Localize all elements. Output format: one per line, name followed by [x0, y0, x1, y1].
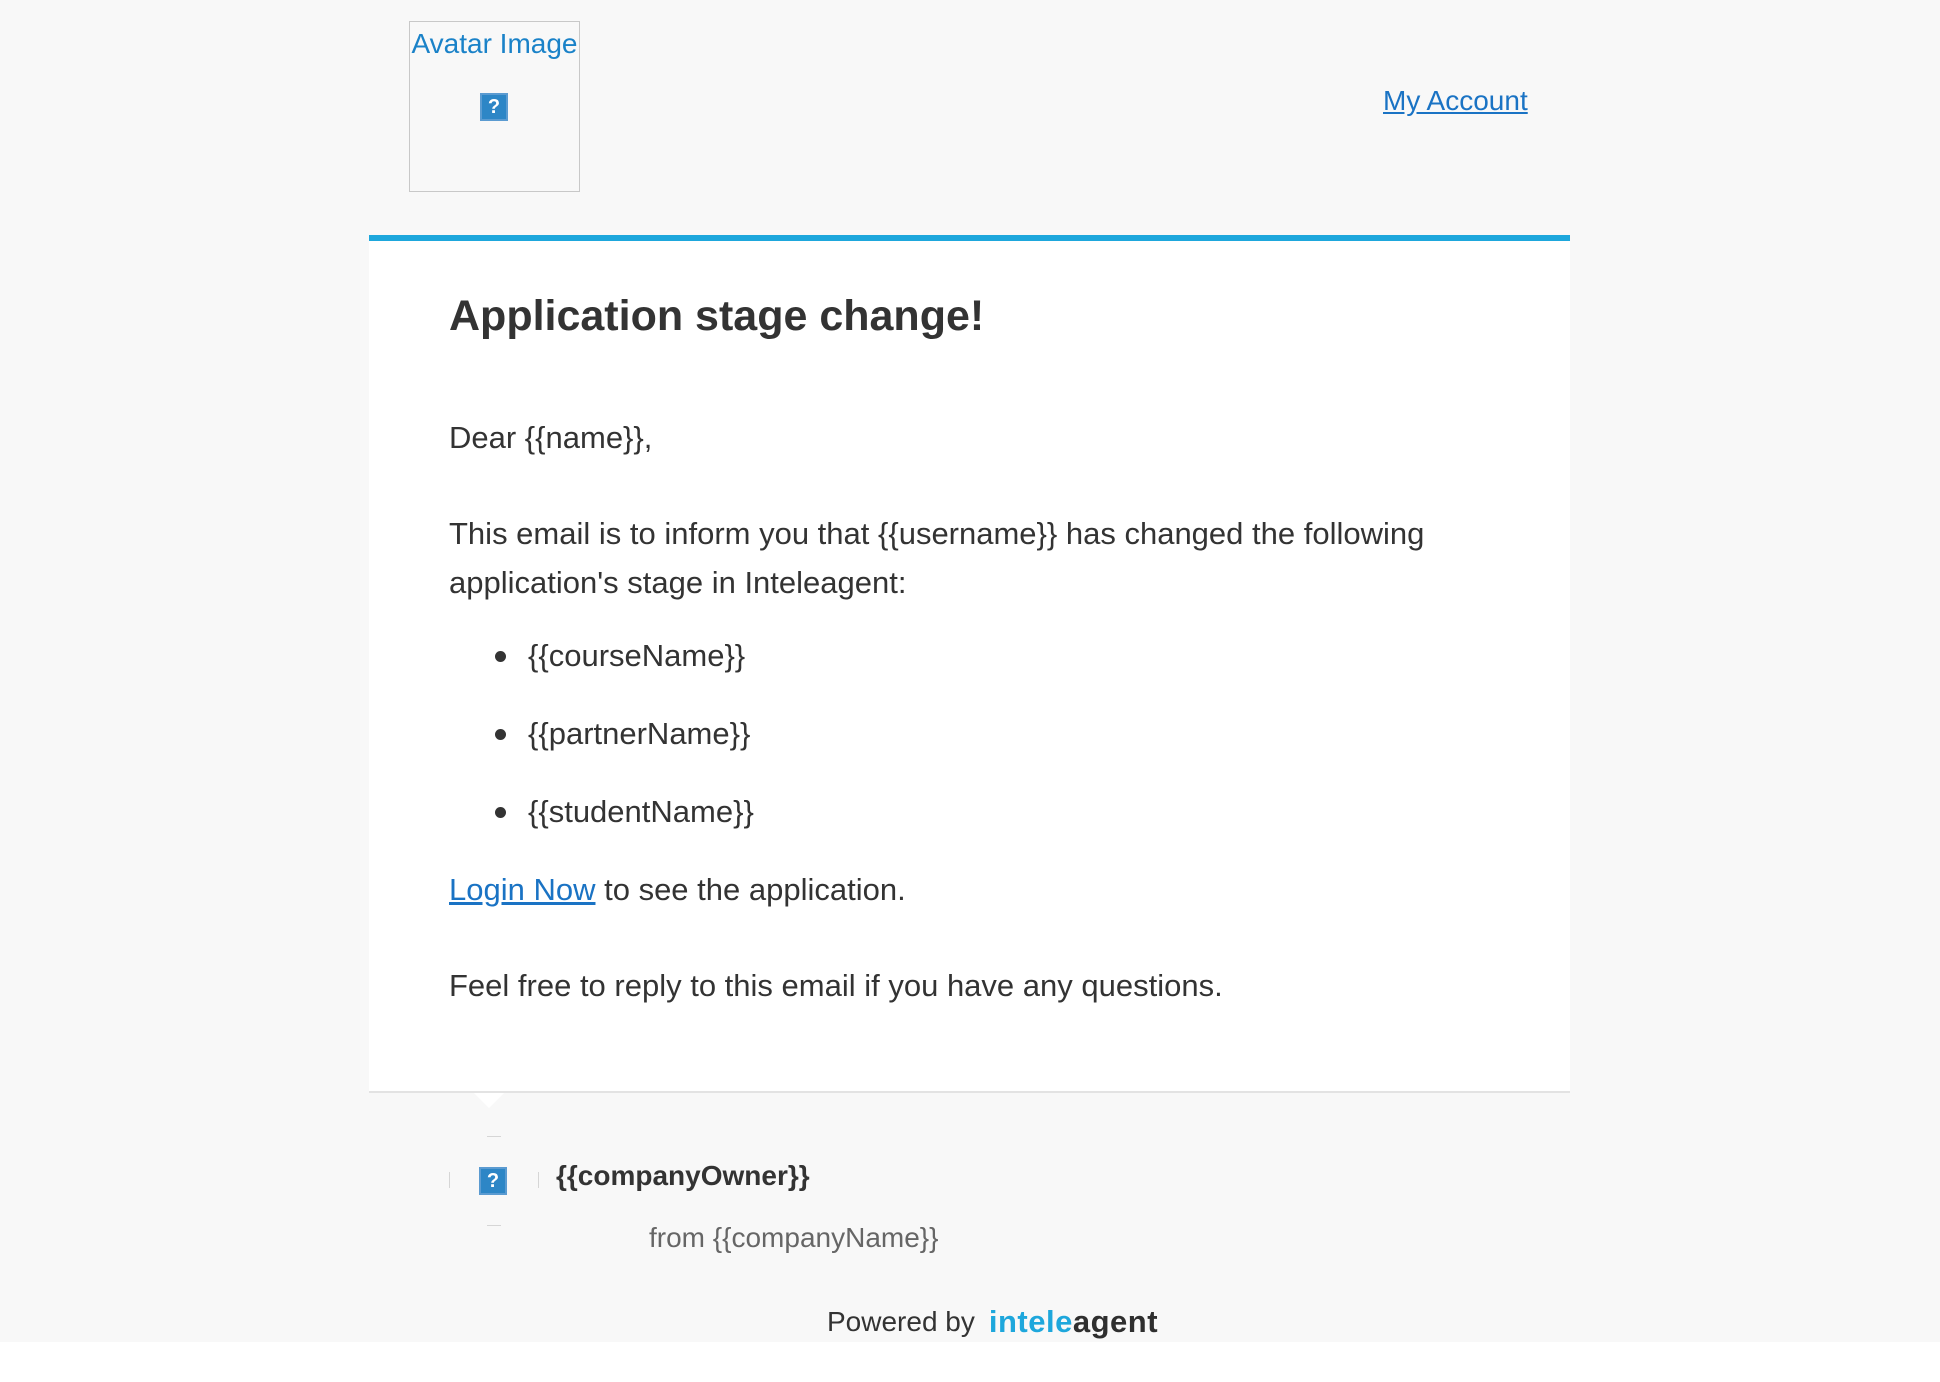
company-owner: {{companyOwner}} — [556, 1160, 810, 1191]
details-list — [449, 631, 754, 865]
partner-name: {{partnerName}} — [528, 716, 751, 751]
powered-by — [827, 1302, 1158, 1342]
login-now-link[interactable]: Login Now — [449, 872, 596, 907]
broken-image-icon — [480, 93, 508, 121]
company-name-line: from {{companyName}} — [649, 1222, 939, 1253]
signature-avatar-frame — [487, 1136, 501, 1137]
list-item — [449, 787, 754, 865]
list-item — [449, 709, 754, 787]
login-suffix-text: to see the application. — [595, 872, 906, 907]
powered-by-text: Powered by — [827, 1306, 975, 1337]
signature-avatar-frame — [449, 1172, 450, 1188]
list-item — [449, 631, 754, 709]
avatar-alt-text: Avatar Image — [411, 28, 578, 59]
login-cta — [449, 865, 906, 914]
bullet-icon — [495, 807, 506, 818]
bullet-icon — [495, 729, 506, 740]
signature-avatar-frame — [487, 1225, 501, 1226]
student-name: {{studentName}} — [528, 794, 754, 829]
bullet-icon — [495, 651, 506, 662]
course-name: {{courseName}} — [528, 638, 746, 673]
my-account-link[interactable]: My Account — [1383, 85, 1528, 116]
card-divider — [369, 1091, 1570, 1093]
broken-image-icon — [479, 1167, 507, 1195]
intro-text: This email is to inform you that {{username}} has changed the following application's stage in Inteleagent: — [449, 516, 1425, 600]
signature-avatar-frame — [538, 1172, 539, 1188]
greeting-text: Dear {{name}}, — [449, 420, 653, 455]
logo-part-intele: intele — [988, 1304, 1073, 1339]
email-title: Application stage change! — [449, 292, 985, 340]
closing-text: Feel free to reply to this email if you have any questions. — [449, 968, 1223, 1003]
logo-part-agent: agent — [1072, 1304, 1159, 1339]
inteleagent-logo[interactable] — [989, 1304, 1158, 1340]
avatar-image — [409, 21, 580, 192]
card-pointer — [474, 1093, 504, 1108]
